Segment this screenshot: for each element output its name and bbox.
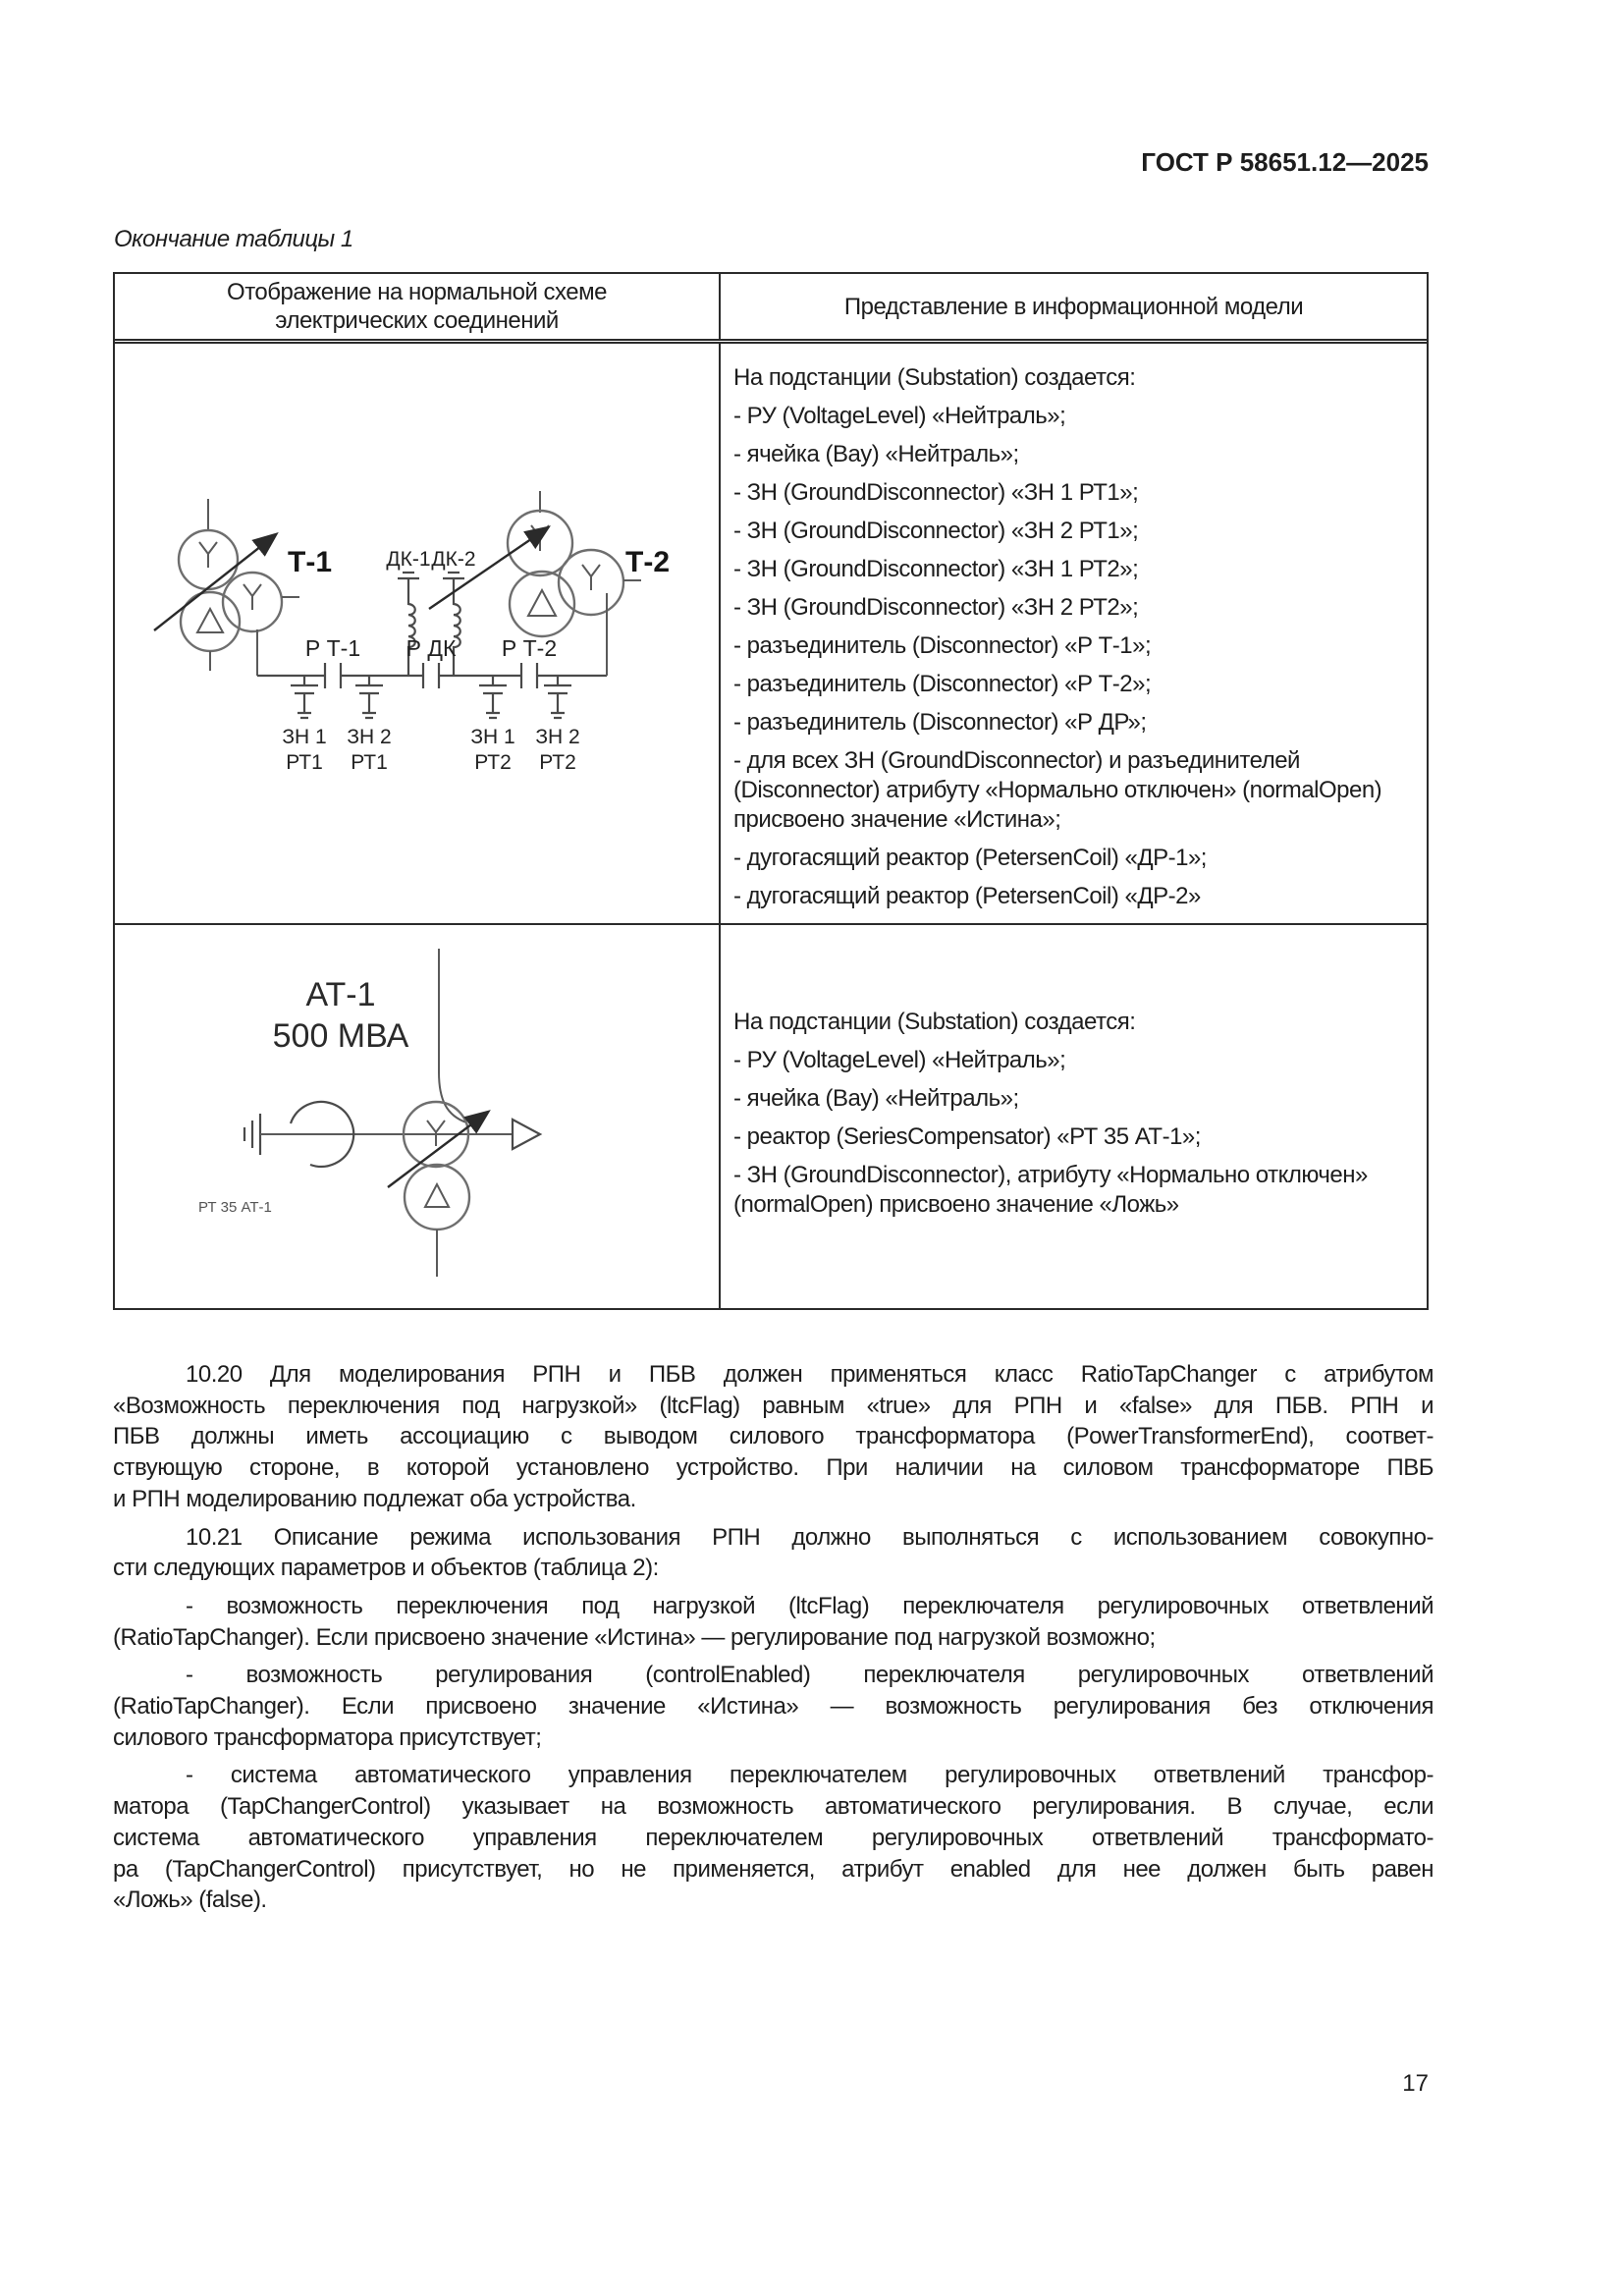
model-cell-transformers <box>721 344 1427 923</box>
text-line: ра (TapChangerControl) присутствует, но не применяется, атрибут enabled для нее должен быть равен <box>113 1855 1434 1883</box>
model-item: - разъединитель (Disconnector) «Р Т-2»; <box>733 671 1152 697</box>
model-item: - для всех ЗН (GroundDisconnector) и разъединителей (Disconnector) атрибуту «Нормально отключен» (normalOpen) присвоено значение «Истина»; <box>733 747 1382 833</box>
r-t2-label: Р Т-2 <box>501 635 558 661</box>
model-cell-autotransformer <box>721 925 1427 1308</box>
doc-number: ГОСТ Р 58651.12—2025 <box>1141 147 1429 177</box>
ground-disconnector-zn1-rt1-symbol <box>282 676 326 774</box>
r-dk-label: Р ДК <box>406 635 457 661</box>
ground-disconnector-zn1-rt2-symbol <box>470 676 514 774</box>
ground-disconnector-zn2-rt1-symbol <box>347 676 391 774</box>
text-line: (RatioTapChanger). Если присвоено значение «Истина» — возможность регулирования без отключения <box>113 1693 1434 1721</box>
text-line: 10.21 Описание режима использования РПН должно выполняться с использованием совокупно- <box>186 1523 1434 1551</box>
table-header-col2-text: Представление в информационной модели <box>843 293 1304 320</box>
tap-changer-arrow <box>388 1113 487 1187</box>
list-item-ltcflag <box>113 1591 1434 1653</box>
paragraph-10-20 <box>113 1359 1434 1515</box>
text-line: система автоматического управления переключателем регулировочных ответвлений трансформато- <box>113 1824 1434 1851</box>
text-line: (RatioTapChanger). Если присвоено значение «Истина» — регулирование под нагрузкой возможно; <box>113 1623 1156 1651</box>
zn4-label-line2: РТ2 <box>539 751 576 774</box>
text-line: силового трансформатора присутствует; <box>113 1723 542 1751</box>
line-arrow-symbol <box>513 1120 540 1149</box>
table-header-row <box>115 274 1427 344</box>
disconnector-r-t2-symbol <box>502 635 557 688</box>
text-line: и РПН моделированию подлежат оба устройства. <box>113 1485 636 1512</box>
diagram-cell-autotransformer <box>115 925 721 1308</box>
zn2-label-line1: ЗН 2 <box>347 726 392 748</box>
autotransformer-schematic <box>115 925 719 1306</box>
model-item: - ЗН (GroundDisconnector), атрибуту «Нормально отключен» (normalOpen) присвоено значение «Ложь» <box>733 1162 1368 1218</box>
table-header-col1-text: Отображение на нормальной схеме электрических соединений <box>227 279 607 334</box>
text-line: - возможность регулирования (controlEnabled) переключателя регулировочных ответвлений <box>186 1662 1434 1689</box>
model-item: - разъединитель (Disconnector) «Р ДР»; <box>733 709 1147 736</box>
diagram-cell-transformers <box>115 344 721 923</box>
page-number: 17 <box>1402 2070 1429 2097</box>
ground-disconnector-zn2-rt2-symbol <box>535 676 579 774</box>
model-item: - РУ (VoltageLevel) «Нейтраль»; <box>733 1047 1066 1073</box>
model-item: - ЗН (GroundDisconnector) «ЗН 2 РТ1»; <box>733 518 1139 544</box>
disconnector-r-dk-symbol <box>406 635 457 688</box>
model-item: - разъединитель (Disconnector) «Р Т-1»; <box>733 632 1152 659</box>
body-text <box>113 1359 1434 1923</box>
table-row-autotransformer <box>115 925 1427 1308</box>
model-item: - РУ (VoltageLevel) «Нейтраль»; <box>733 403 1066 429</box>
dk2-label: ДК-2 <box>431 548 476 571</box>
text-line: матора (TapChangerControl) указывает на возможность автоматического регулирования. В случае, если <box>113 1793 1434 1821</box>
at1-rating-label: 500 МВА <box>272 1017 409 1055</box>
autotransformer-symbol <box>388 949 487 1277</box>
text-line: «Ложь» (false). <box>113 1886 267 1914</box>
zn1-label-line2: РТ1 <box>286 751 323 774</box>
table-row-transformers <box>115 344 1427 925</box>
at1-name-label: АТ-1 <box>305 976 376 1013</box>
t1-label: Т-1 <box>288 546 332 578</box>
model-item: - ЗН (GroundDisconnector) «ЗН 2 РТ2»; <box>733 594 1139 621</box>
zn2-label-line2: РТ1 <box>351 751 388 774</box>
model-item: - реактор (SeriesCompensator) «РТ 35 АТ-1»; <box>733 1123 1201 1150</box>
paragraph-10-21 <box>113 1522 1434 1584</box>
model-item: - ЗН (GroundDisconnector) «ЗН 1 РТ2»; <box>733 556 1139 582</box>
model-item: - ячейка (Bay) «Нейтраль»; <box>733 1085 1019 1112</box>
table-1 <box>113 272 1429 1310</box>
model-item: - дугогасящий реактор (PetersenCoil) «ДР-1»; <box>733 845 1207 871</box>
model-item: - ЗН (GroundDisconnector) «ЗН 1 РТ1»; <box>733 479 1139 506</box>
text-line: 10.20 Для моделирования РПН и ПБВ должен применяться класс RatioTapChanger с атрибутом <box>186 1361 1434 1388</box>
text-line: - система автоматического управления переключателем регулировочных ответвлений трансфор- <box>186 1762 1434 1789</box>
list-item-controlenabled <box>113 1660 1434 1753</box>
rt35-label: РТ 35 АТ-1 <box>198 1199 272 1216</box>
disconnector-r-t1-symbol <box>305 635 360 688</box>
transformers-schematic <box>115 344 719 923</box>
model-intro: На подстанции (Substation) создается: <box>733 1009 1136 1035</box>
zn3-label-line2: РТ2 <box>474 751 512 774</box>
t2-label: Т-2 <box>625 546 670 578</box>
r-t1-label: Р Т-1 <box>304 635 361 661</box>
dk1-label: ДК-1 <box>386 548 431 571</box>
text-line: - возможность переключения под нагрузкой (ltcFlag) переключателя регулировочных ответвлений <box>186 1592 1434 1619</box>
text-line: сти следующих параметров и объектов (таблица 2): <box>113 1555 659 1582</box>
table-header-col1 <box>115 274 721 339</box>
model-item-list <box>733 1046 1411 1220</box>
ground-symbol <box>244 1114 260 1155</box>
model-intro: На подстанции (Substation) создается: <box>733 364 1136 391</box>
zn3-label-line1: ЗН 1 <box>470 726 515 748</box>
zn4-label-line1: ЗН 2 <box>535 726 580 748</box>
list-item-tapchangercontrol <box>113 1760 1434 1916</box>
text-line: «Возможность переключения под нагрузкой» (ltcFlag) равным «true» для РПН и «false» для ПБВ. РПН и <box>113 1392 1434 1419</box>
text-line: ствующую стороне, в которой установлено устройство. При наличии на силовом трансформаторе ПВБ <box>113 1454 1434 1482</box>
table-caption: Окончание таблицы 1 <box>114 226 353 252</box>
model-item: - ячейка (Bay) «Нейтраль»; <box>733 441 1019 467</box>
text-line: ПБВ должны иметь ассоциацию с выводом силового трансформатора (PowerTransformerEnd), соответ- <box>113 1423 1434 1450</box>
model-item-list <box>733 402 1411 911</box>
zn1-label-line1: ЗН 1 <box>282 726 327 748</box>
model-item: - дугогасящий реактор (PetersenCoil) «ДР-2» <box>733 883 1201 909</box>
table-header-col2 <box>721 274 1427 339</box>
